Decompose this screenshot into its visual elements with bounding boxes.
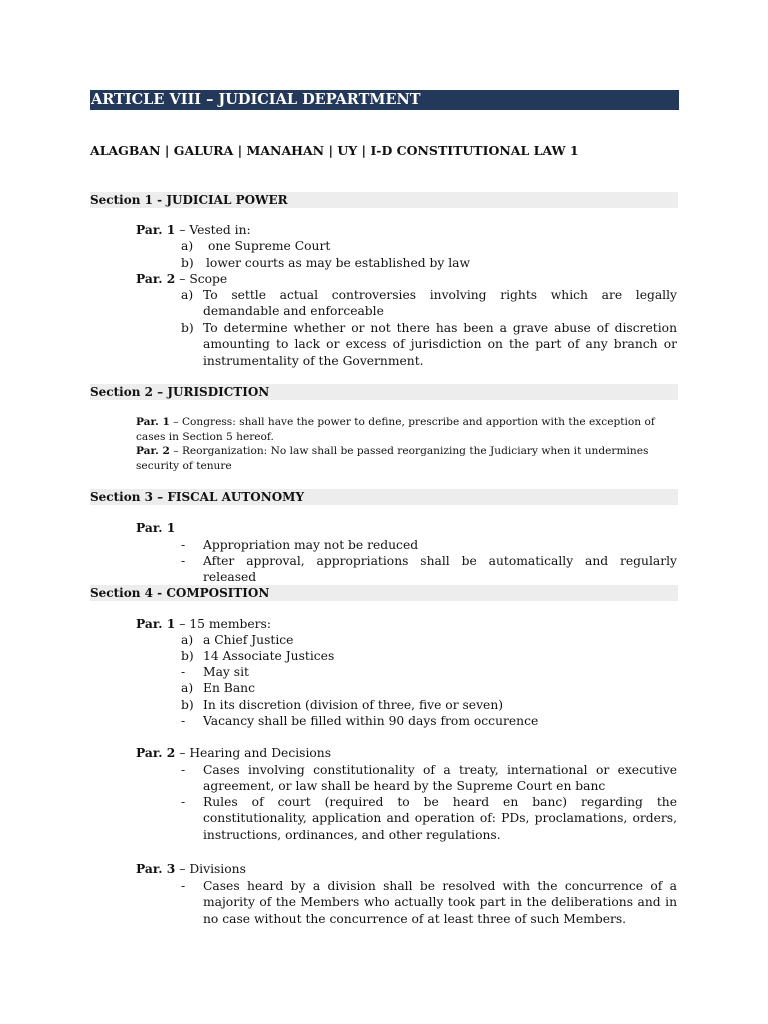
list-item — [181, 648, 677, 664]
section-separator: – — [152, 385, 168, 399]
list-item — [181, 287, 677, 320]
list-text: 14 Associate Justices — [203, 649, 335, 663]
list-marker: a) — [181, 681, 194, 695]
list-text: Vacancy shall be filled within 90 days from occurence — [203, 714, 539, 728]
list-item — [181, 255, 677, 271]
section-4-heading — [90, 585, 678, 601]
par-label: Par. 1 — [136, 222, 176, 237]
list-text: May sit — [203, 665, 249, 679]
list-marker: - — [181, 714, 186, 728]
list-marker: a) — [181, 288, 194, 302]
section-1-par-1 — [136, 222, 251, 238]
section-number: Section 2 — [90, 385, 153, 399]
par-label: Par. 1 — [136, 416, 170, 428]
list-text: To settle actual controversies involving rights which are legally demandable and enforceable — [203, 288, 677, 319]
list-marker: b) — [181, 256, 194, 270]
section-separator: – — [152, 490, 168, 504]
list-marker: - — [181, 665, 186, 679]
list-text: Rules of court (required to be heard en banc) regarding the constitutionality, application and operation of: PDs, proclamations, orders, instructions, ordinances, and other regulations. — [203, 795, 677, 842]
par-text: – Hearing and Decisions — [175, 746, 332, 760]
list-text: Cases involving constitutionality of a treaty, international or executive agreement, or law shall be heard by the Supreme Court en banc — [203, 763, 677, 794]
par-label: Par. 1 — [136, 520, 176, 535]
par-text: – Scope — [175, 272, 228, 286]
list-marker: - — [181, 879, 186, 893]
list-item — [181, 238, 677, 254]
section-4-par-1 — [136, 616, 271, 632]
list-item — [181, 664, 677, 680]
section-2-par-2 — [136, 444, 656, 473]
section-2-heading — [90, 384, 678, 400]
list-item — [181, 680, 677, 696]
section-number: Section 3 — [90, 490, 153, 504]
section-separator: - — [152, 193, 167, 207]
par-text: – 15 members: — [175, 617, 271, 631]
par-text: – Divisions — [175, 862, 246, 876]
list-item — [181, 713, 677, 729]
section-name: FISCAL AUTONOMY — [167, 490, 305, 504]
section-1-heading — [90, 192, 678, 208]
par-text: – Vested in: — [175, 223, 251, 237]
list-text: En Banc — [203, 681, 255, 695]
list-item — [181, 537, 677, 553]
list-marker: b) — [181, 649, 194, 663]
section-4-par-2 — [136, 745, 331, 761]
section-separator: - — [152, 586, 167, 600]
section-number: Section 1 — [90, 193, 153, 207]
list-text: To determine whether or not there has been a grave abuse of discretion amounting to lack or excess of jurisdiction on the part of any branch or instrumentality of the Government. — [203, 321, 677, 368]
section-1-par-2 — [136, 271, 227, 287]
list-marker: - — [181, 554, 186, 568]
list-item — [181, 794, 677, 843]
section-3-heading — [90, 489, 678, 505]
section-4-par-3 — [136, 861, 246, 877]
list-marker: a) — [181, 633, 194, 647]
par-text: – Reorganization: No law shall be passed reorganizing the Judiciary when it undermines security of tenure — [136, 445, 649, 472]
list-item — [181, 697, 677, 713]
section-name: JUDICIAL POWER — [166, 193, 288, 207]
list-text: Cases heard by a division shall be resolved with the concurrence of a majority of the Members who actually took part in the deliberations and in no case without the concurrence of at least three of such Members. — [203, 879, 677, 926]
list-item — [181, 632, 677, 648]
list-item — [181, 762, 677, 795]
list-marker: b) — [181, 321, 194, 335]
par-text: – Congress: shall have the power to define, prescribe and apportion with the exception of cases in Section 5 hereof. — [136, 416, 655, 443]
par-label: Par. 2 — [136, 745, 176, 760]
section-2-par-1 — [136, 415, 656, 444]
section-name: COMPOSITION — [166, 586, 270, 600]
list-text: In its discretion (division of three, five or seven) — [203, 698, 504, 712]
list-text: lower courts as may be established by law — [206, 256, 471, 270]
par-label: Par. 2 — [136, 445, 170, 457]
list-marker: - — [181, 795, 186, 809]
list-marker: - — [181, 538, 186, 552]
section-number: Section 4 — [90, 586, 153, 600]
list-item — [181, 320, 677, 369]
par-label: Par. 2 — [136, 271, 176, 286]
list-item — [181, 553, 677, 586]
list-marker: a) — [181, 239, 194, 253]
par-label: Par. 3 — [136, 861, 176, 876]
list-text: one Supreme Court — [208, 239, 331, 253]
list-item — [181, 878, 677, 927]
article-title: ARTICLE VIII – JUDICIAL DEPARTMENT — [90, 90, 679, 110]
section-3-par-1 — [136, 520, 175, 536]
section-name: JURISDICTION — [167, 385, 270, 399]
list-marker: - — [181, 763, 186, 777]
list-text: After approval, appropriations shall be automatically and regularly released — [203, 554, 677, 585]
par-label: Par. 1 — [136, 616, 176, 631]
list-text: a Chief Justice — [203, 633, 294, 647]
authors-line: ALAGBAN | GALURA | MANAHAN | UY | I-D CONSTITUTIONAL LAW 1 — [90, 143, 579, 158]
list-text: Appropriation may not be reduced — [203, 538, 419, 552]
list-marker: b) — [181, 698, 194, 712]
